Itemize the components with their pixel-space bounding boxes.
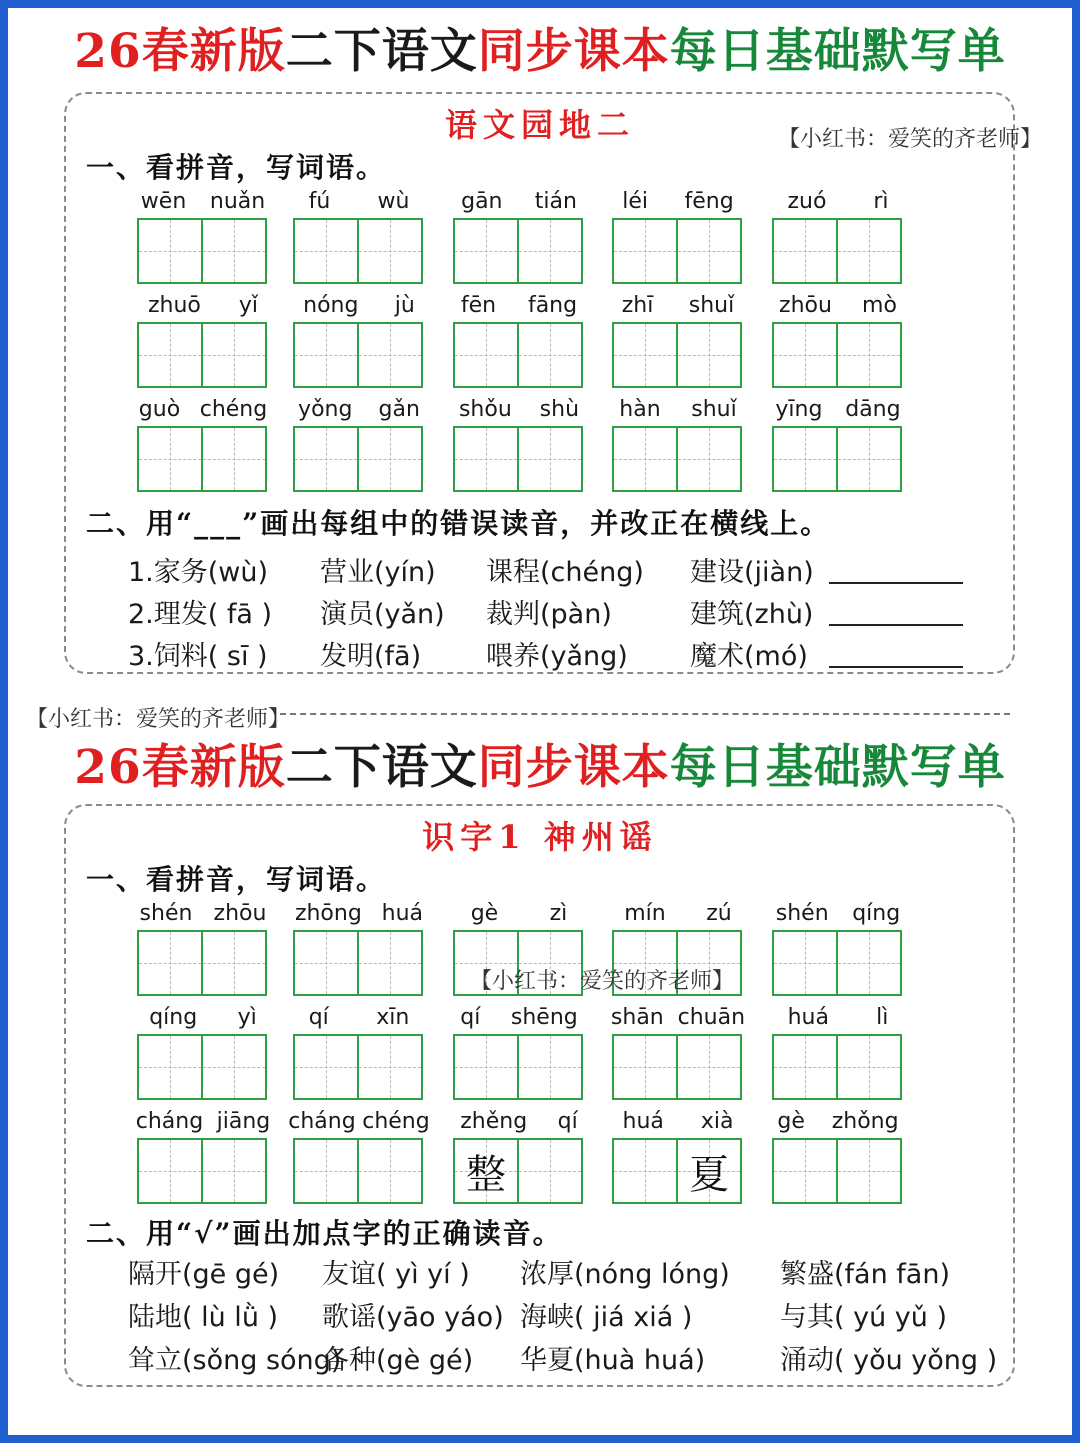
pinyin-syllable: zuó — [787, 189, 827, 214]
pinyin-syllable: yì — [237, 1005, 257, 1030]
writing-cell[interactable] — [357, 1138, 423, 1204]
pinyin-label — [604, 396, 752, 422]
pinyin-syllable: xīn — [376, 1005, 410, 1030]
question-item: 1.家务(wù) — [128, 557, 269, 588]
pinyin-syllable: yǐ — [238, 293, 258, 318]
writing-cell[interactable] — [453, 218, 519, 284]
pinyin-label — [129, 1004, 277, 1030]
writing-cell[interactable] — [676, 218, 742, 284]
pinyin-label — [764, 1108, 912, 1134]
question-item: 隔开(gē gé) — [128, 1259, 280, 1290]
pinyin-syllable: shuǐ — [688, 293, 735, 318]
question-item: 发明(fā) — [320, 641, 422, 672]
pinyin-label — [445, 1108, 593, 1134]
pinyin-label — [764, 292, 912, 318]
pinyin-syllable: qíng — [852, 901, 901, 926]
pinyin-label — [129, 900, 277, 926]
question-item: 与其( yú yǔ ) — [780, 1302, 947, 1333]
pinyin-label — [604, 1004, 752, 1030]
answer-blank-line[interactable] — [829, 666, 963, 668]
writing-cell[interactable] — [453, 426, 519, 492]
pinyin-syllable: zhōu — [213, 901, 267, 926]
writing-cell[interactable] — [612, 1034, 678, 1100]
pinyin-syllable: fēng — [684, 189, 734, 214]
pinyin-syllable: zì — [549, 901, 568, 926]
writing-cell[interactable] — [453, 1138, 519, 1204]
pinyin-syllable: shuǐ — [691, 397, 737, 422]
pinyin-syllable: wēn — [140, 189, 187, 214]
pinyin-label — [445, 396, 593, 422]
writing-cell[interactable] — [137, 1034, 203, 1100]
writing-cell[interactable] — [676, 426, 742, 492]
pinyin-syllable: zhōng — [294, 901, 362, 926]
watermark: 【小红书：爱笑的齐老师】 — [26, 707, 291, 732]
pinyin-syllable: shù — [539, 397, 580, 422]
pinyin-syllable: shān — [610, 1005, 664, 1030]
pinyin-syllable: fú — [308, 189, 331, 214]
writing-cell[interactable] — [201, 426, 267, 492]
pinyin-label — [764, 900, 912, 926]
pinyin-syllable: fāng — [527, 293, 578, 318]
pinyin-syllable: zhuō — [147, 293, 201, 318]
section-heading-write-words: 一、看拼音，写词语。 — [86, 863, 387, 896]
pinyin-syllable: gè — [777, 1109, 805, 1134]
pinyin-syllable: lì — [876, 1005, 889, 1030]
writing-cell[interactable] — [453, 322, 519, 388]
question-item: 2.理发( fā ) — [128, 599, 273, 630]
pinyin-label — [604, 188, 752, 214]
answer-blank-line[interactable] — [829, 582, 963, 584]
writing-cell[interactable] — [201, 322, 267, 388]
title-part-sync: 同步课本 — [477, 24, 670, 79]
pinyin-syllable: mín — [624, 901, 666, 926]
question-item: 友谊( yì yí ) — [322, 1259, 470, 1290]
pinyin-syllable: fēn — [460, 293, 497, 318]
writing-cell[interactable] — [293, 930, 359, 996]
pinyin-label — [604, 292, 752, 318]
writing-cell[interactable] — [772, 930, 838, 996]
pinyin-syllable: chuān — [677, 1005, 746, 1030]
title-part-subject: 二下语文 — [285, 740, 478, 795]
writing-cell[interactable] — [676, 1034, 742, 1100]
writing-cell[interactable] — [357, 218, 423, 284]
writing-cell[interactable] — [453, 1034, 519, 1100]
pinyin-syllable: wù — [377, 189, 410, 214]
question-item: 营业(yín) — [320, 557, 436, 588]
question-item: 各种(gè gé) — [322, 1345, 474, 1376]
question-item: 耸立(sǒng sóng) — [128, 1345, 342, 1376]
writing-cell[interactable] — [772, 1138, 838, 1204]
writing-cell[interactable] — [137, 322, 203, 388]
title-part-subject: 二下语文 — [285, 24, 478, 79]
writing-cell[interactable] — [836, 1034, 902, 1100]
writing-cell[interactable] — [357, 426, 423, 492]
pinyin-syllable: gè — [470, 901, 499, 926]
pinyin-label — [285, 900, 433, 926]
writing-cell[interactable] — [612, 322, 678, 388]
question-item: 课程(chéng) — [486, 557, 644, 588]
pinyin-label — [285, 396, 433, 422]
pinyin-label — [764, 396, 912, 422]
question-item: 涌动( yǒu yǒng ) — [780, 1345, 998, 1376]
section-heading-write-words: 一、看拼音，写词语。 — [86, 151, 387, 184]
writing-cell[interactable] — [293, 426, 359, 492]
lesson-title: 语文园地二 — [444, 106, 635, 144]
pinyin-syllable: qí — [308, 1005, 329, 1030]
writing-cell[interactable] — [137, 426, 203, 492]
answer-blank-line[interactable] — [829, 624, 963, 626]
title-part-edition: 26春新版 — [74, 740, 286, 795]
pinyin-syllable: chéng — [362, 1109, 430, 1134]
pinyin-label — [129, 292, 277, 318]
writing-cell[interactable] — [137, 218, 203, 284]
prefilled-character: 夏 — [689, 1151, 729, 1198]
pinyin-syllable: léi — [622, 189, 649, 214]
writing-cell[interactable] — [772, 426, 838, 492]
watermark: 【小红书：爱笑的齐老师】 — [470, 969, 735, 994]
question-item: 魔术(mó) — [690, 641, 808, 672]
question-item: 建设(jiàn) — [690, 557, 814, 588]
pinyin-syllable: huá — [381, 901, 424, 926]
writing-cell[interactable] — [293, 322, 359, 388]
question-item: 繁盛(fán fān) — [780, 1259, 950, 1290]
title-part-dictation: 每日基础默写单 — [669, 24, 1006, 79]
pinyin-label — [604, 900, 752, 926]
pinyin-syllable: huá — [622, 1109, 664, 1134]
writing-cell[interactable] — [517, 218, 583, 284]
writing-cell[interactable] — [836, 1138, 902, 1204]
pinyin-syllable: nóng — [303, 293, 359, 318]
pinyin-syllable: shǒu — [458, 397, 512, 422]
writing-cell[interactable] — [137, 1138, 203, 1204]
pinyin-label — [285, 1004, 433, 1030]
prefilled-character: 整 — [466, 1151, 506, 1198]
writing-cell[interactable] — [676, 1138, 742, 1204]
question-item: 陆地( lù lǜ ) — [128, 1302, 279, 1333]
writing-cell[interactable] — [201, 218, 267, 284]
pinyin-label — [445, 292, 593, 318]
pinyin-syllable: zhōu — [779, 293, 832, 318]
writing-cell[interactable] — [293, 1034, 359, 1100]
title-part-dictation: 每日基础默写单 — [669, 740, 1006, 795]
pinyin-label — [285, 1108, 433, 1134]
question-item: 华夏(huà huá) — [520, 1345, 706, 1376]
pinyin-syllable: qí — [460, 1005, 481, 1030]
pinyin-syllable: xià — [700, 1109, 734, 1134]
pinyin-label — [764, 1004, 912, 1030]
pinyin-syllable: huá — [787, 1005, 829, 1030]
question-item: 海峡( jiá xiá ) — [520, 1302, 693, 1333]
writing-cell[interactable] — [836, 218, 902, 284]
pinyin-syllable: zhǒng — [831, 1109, 899, 1134]
writing-cell[interactable] — [201, 930, 267, 996]
writing-cell[interactable] — [293, 218, 359, 284]
pinyin-syllable: cháng — [135, 1109, 204, 1134]
pinyin-syllable: zhī — [621, 293, 654, 318]
writing-cell[interactable] — [201, 1138, 267, 1204]
main-title — [0, 738, 1080, 798]
writing-cell[interactable] — [293, 1138, 359, 1204]
pinyin-syllable: qí — [557, 1109, 578, 1134]
lesson-title: 识字1 神州谣 — [422, 818, 658, 856]
pinyin-syllable: shén — [139, 901, 193, 926]
pinyin-label — [445, 188, 593, 214]
pinyin-label — [604, 1108, 752, 1134]
question-item: 裁判(pàn) — [486, 599, 612, 630]
pinyin-syllable: qíng — [149, 1005, 198, 1030]
writing-cell[interactable] — [201, 1034, 267, 1100]
question-item: 喂养(yǎng) — [486, 641, 628, 672]
question-item: 浓厚(nóng lóng) — [520, 1259, 730, 1290]
section-heading-choose-reading: 二、用“√”画出加点字的正确读音。 — [86, 1217, 563, 1250]
writing-cell[interactable] — [517, 1034, 583, 1100]
writing-cell[interactable] — [612, 1138, 678, 1204]
question-item: 歌谣(yāo yáo) — [322, 1302, 504, 1333]
sheet-divider — [280, 713, 1010, 715]
worksheet-2 — [0, 720, 1080, 1435]
pinyin-label — [129, 1108, 277, 1134]
writing-cell[interactable] — [676, 322, 742, 388]
writing-cell[interactable] — [772, 322, 838, 388]
pinyin-syllable: chéng — [199, 397, 268, 422]
pinyin-label — [285, 292, 433, 318]
writing-cell[interactable] — [836, 930, 902, 996]
pinyin-label — [445, 900, 593, 926]
writing-cell[interactable] — [137, 930, 203, 996]
writing-cell[interactable] — [517, 322, 583, 388]
pinyin-syllable: nuǎn — [209, 189, 266, 214]
pinyin-syllable: yīng — [775, 397, 823, 422]
writing-cell[interactable] — [612, 426, 678, 492]
section-heading-find-errors: 二、用“___”画出每组中的错误读音，并改正在横线上。 — [86, 507, 831, 540]
pinyin-syllable: mò — [862, 293, 897, 318]
writing-cell[interactable] — [357, 322, 423, 388]
question-item: 演员(yǎn) — [320, 599, 445, 630]
writing-cell[interactable] — [772, 218, 838, 284]
pinyin-syllable: gǎn — [378, 397, 420, 422]
writing-cell[interactable] — [357, 1034, 423, 1100]
pinyin-syllable: cháng — [288, 1109, 356, 1134]
pinyin-syllable: shén — [775, 901, 829, 926]
writing-cell[interactable] — [772, 1034, 838, 1100]
pinyin-label — [764, 188, 912, 214]
pinyin-syllable: zú — [706, 901, 732, 926]
pinyin-syllable: jù — [394, 293, 415, 318]
worksheet-1 — [0, 0, 1080, 700]
pinyin-syllable: tián — [534, 189, 577, 214]
pinyin-syllable: guò — [138, 397, 181, 422]
pinyin-syllable: hàn — [619, 397, 661, 422]
pinyin-label — [129, 188, 277, 214]
writing-cell[interactable] — [517, 426, 583, 492]
pinyin-syllable: yǒng — [298, 397, 353, 422]
pinyin-syllable: zhěng — [460, 1109, 528, 1134]
writing-cell[interactable] — [517, 1138, 583, 1204]
question-item: 建筑(zhù) — [690, 599, 814, 630]
pinyin-label — [285, 188, 433, 214]
writing-cell[interactable] — [612, 218, 678, 284]
pinyin-syllable: rì — [873, 189, 889, 214]
title-part-edition: 26春新版 — [74, 24, 286, 79]
pinyin-label — [445, 1004, 593, 1030]
watermark: 【小红书：爱笑的齐老师】 — [778, 127, 1043, 152]
pinyin-syllable: jiāng — [216, 1109, 271, 1134]
main-title — [0, 22, 1080, 82]
pinyin-syllable: shēng — [510, 1005, 578, 1030]
question-item: 3.饲料( sī ) — [128, 641, 268, 672]
writing-cell[interactable] — [836, 426, 902, 492]
pinyin-label — [129, 396, 277, 422]
writing-cell[interactable] — [357, 930, 423, 996]
title-part-sync: 同步课本 — [477, 740, 670, 795]
pinyin-syllable: gān — [461, 189, 503, 214]
pinyin-syllable: dāng — [845, 397, 901, 422]
writing-cell[interactable] — [836, 322, 902, 388]
